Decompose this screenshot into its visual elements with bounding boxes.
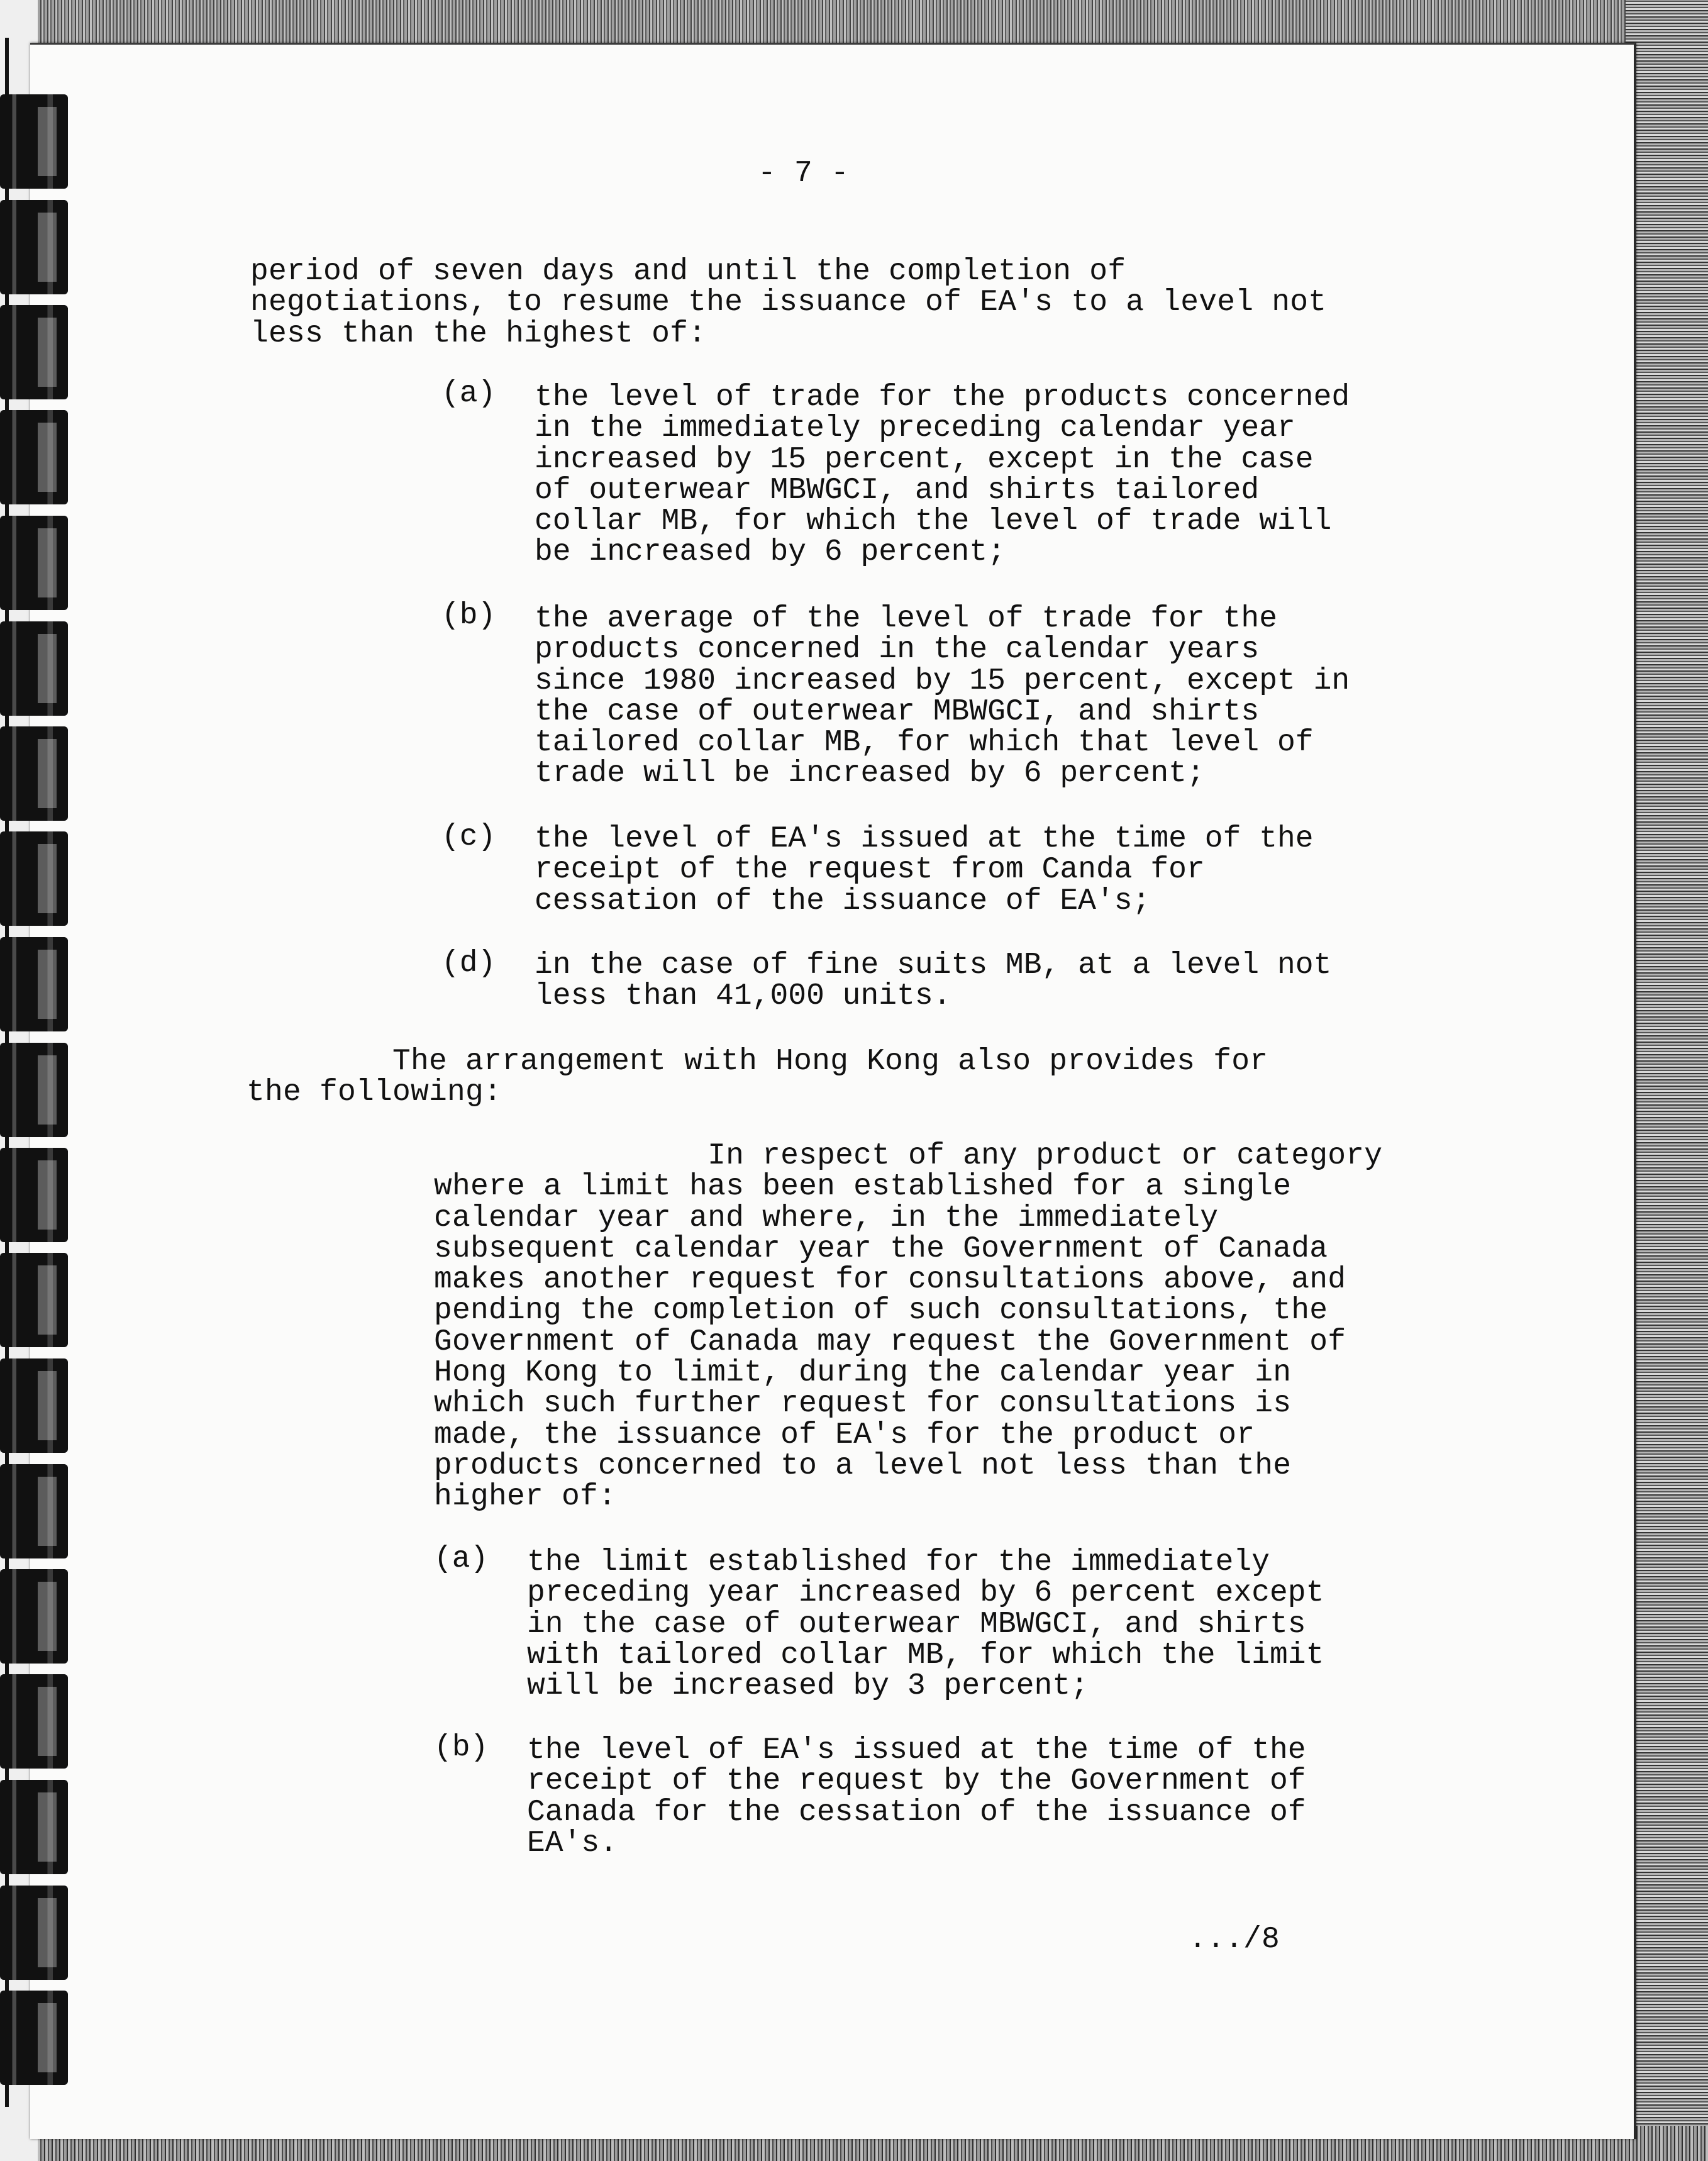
quoted-provision: In respect of any product or category where a limit has been established for a single calendar year and where, in the immediately subsequent calendar year the Government of Canada makes another request for consultations above, and pending the completion of such consultations, the Government of Canada may request the Government of Hong Kong to limit, during the calendar year in which such further request for consultations is made, the issuance of EA's for the product or products concerned to a level not less than the higher of: [434,1139,1383,1514]
arrangement-paragraph: The arrangement with Hong Kong also provides for the following: [247,1045,1268,1110]
binding-ring [0,1043,68,1137]
list-item-text: the average of the level of trade for the products concerned in the calendar years since 1980 increased by 15 percent, except in the case of outerwear MBWGCI, and shirts tailored collar MB, for which that level of trade will be increased by 6 percent; [535,602,1350,791]
list-item-text: in the case of fine suits MB, at a level not less than 41,000 units. [535,948,1332,1014]
binding-ring [0,1780,68,1874]
binding-ring [0,726,68,821]
page-number: - 7 - [758,157,850,191]
binding-ring [0,1569,68,1664]
binding-ring [0,94,68,189]
binding-ring [0,516,68,610]
list-item-marker: (d) [441,947,496,981]
list-item-marker: (a) [441,377,496,411]
list-item-marker: (b) [434,1731,489,1765]
list-item-marker: (b) [441,599,496,633]
binding-ring [0,831,68,926]
binding-ring [0,410,68,504]
list-item-text: the level of EA's issued at the time of the receipt of the request from Canda for cessation of the issuance of EA's; [535,822,1314,918]
list-item-text: the limit established for the immediately preceding year increased by 6 percent except in the case of outerwear MBWGCI, and shirts with tailored collar MB, for which the limit will be increased by 3 percent; [527,1545,1324,1704]
binding-ring [0,1674,68,1769]
binding-ring [0,200,68,294]
binding-ring [0,937,68,1031]
binding-ring [0,1358,68,1453]
list-item-text: the level of trade for the products concerned in the immediately preceding calendar year increased by 15 percent, except in the case of outerwear MBWGCI, and shirts tailored collar MB, for which the level of trade will be increased by 6 percent; [535,381,1350,570]
binding-ring [0,621,68,716]
scan-border-right [1626,0,1708,2161]
binding-ring [0,1253,68,1347]
list-item-marker: (a) [434,1542,489,1576]
intro-paragraph: period of seven days and until the completion of negotiations, to resume the issuance of EA's to a level not less than the highest of: [250,255,1327,351]
list-item-text: the level of EA's issued at the time of the receipt of the request by the Government of Canada for the cessation of the issuance of EA's. [527,1733,1306,1860]
binding-ring [0,1886,68,1980]
binding-ring [0,1991,68,2085]
binding-ring [0,305,68,399]
binding-ring [0,1148,68,1242]
list-item-marker: (c) [441,820,496,854]
binding-ring [0,1464,68,1558]
continuation-marker: .../8 [1189,1923,1280,1957]
